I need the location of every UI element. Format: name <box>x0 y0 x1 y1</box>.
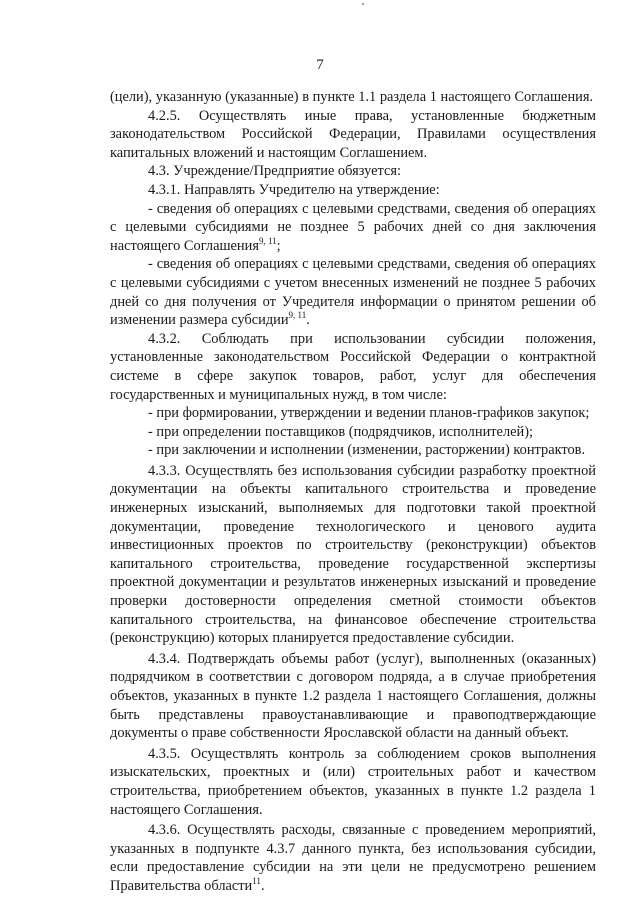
page-number: 7 <box>316 57 324 73</box>
list-item-suppliers: - при определении поставщиков (подрядчиков, исполнителей); <box>148 423 534 440</box>
paragraph-continuation: (цели), указанную (указанные) в пункте 1.1 раздела 1 настоящего Соглашения. <box>110 89 594 105</box>
paragraph-4-3-5: 4.3.5. Осуществлять контроль за соблюдением сроков выполнения изыскательских, проектных и (или) строительных работ и качеством строительства, приобретением объектов, указанных в пункте 1.2 раздела 1 настоящего Соглашения. <box>110 745 596 818</box>
document-body <box>110 88 596 896</box>
paragraph-4-3-2: 4.3.2. Соблюдать при использовании субсидии положения, установленные законодательством Российской Федерации о контрактной системе в сфере закупок товаров, работ, услуг для обеспечения государственных и муниципальных нужд, в том числе: <box>110 330 596 403</box>
list-item-procurement-plans: - при формировании, утверждении и ведении планов-графиков закупок; <box>148 405 590 422</box>
footnote-ref: 11 <box>252 876 261 887</box>
paragraph-4-3-1: 4.3.1. Направлять Учредителю на утверждение: <box>148 181 440 198</box>
list-item-contracts: - при заключении и исполнении (изменении, расторжении) контрактов. <box>148 442 586 459</box>
list-item-operations-info: - сведения об операциях с целевыми средствами, сведения об операциях с целевыми субсидиями не позднее 5 рабочих дней со дня заключения настоящего Соглашения$^{9, 11}$; <box>110 200 596 254</box>
paragraph-4-3-3: 4.3.3. Осуществлять без использования субсидии разработку проектной документации на объекты капитального строительства и проведение инженерных изысканий, выполняемых для подготовки такой проектной документации, проведение технологического и ценового аудита инвестиционных проектов по строительству (реконструкции) объектов капитального строительства, проведение государственной экспертизы проектной документации и результатов инженерных изысканий и проведение проверки достоверности определения сметной стоимости объектов капитального строительства, на финансовое обеспечение строительства (реконструкцию) которых планируется предоставление субсидии. <box>110 462 596 647</box>
paragraph-4-2-5: 4.2.5. Осуществлять иные права, установленные бюджетным законодательством Российской Федерации, Правилами осуществления капитальных вложений и настоящим Соглашением. <box>110 107 596 161</box>
list-item-operations-info-changes: - сведения об операциях с целевыми средствами, сведения об операциях с целевыми субсидиями с учетом внесенных изменений не позднее 5 рабочих дней со дня получения от Учредителя информации о принятом решении об изменении размера субсидии$^{9, 11}$. <box>110 256 596 329</box>
scan-speck <box>362 3 364 5</box>
paragraph-4-3-6: 4.3.6. Осуществлять расходы, связанные с проведением мероприятий, указанных в подпункте 4.3.7 данного пункта, без использования субсидии, если предоставление субсидии на эти цели не предусмотрено решением Правительства области$^{11}$. <box>110 822 596 894</box>
footnote-ref: 9, 11 <box>258 235 277 246</box>
footnote-ref: 9, 11 <box>288 310 307 321</box>
paragraph-4-3-4: 4.3.4. Подтверждать объемы работ (услуг), выполненных (оказанных) подрядчиком в соответствии с договором подряда, а в случае приобретения объектов, указанных в пункте 1.2 раздела 1 настоящего Соглашения, должны быть представлены правоустанавливающие и правоподтверждающие документы о праве собственности Ярославской области на данный объект. <box>110 650 596 742</box>
paragraph-4-3: 4.3. Учреждение/Предприятие обязуется: <box>148 163 401 180</box>
